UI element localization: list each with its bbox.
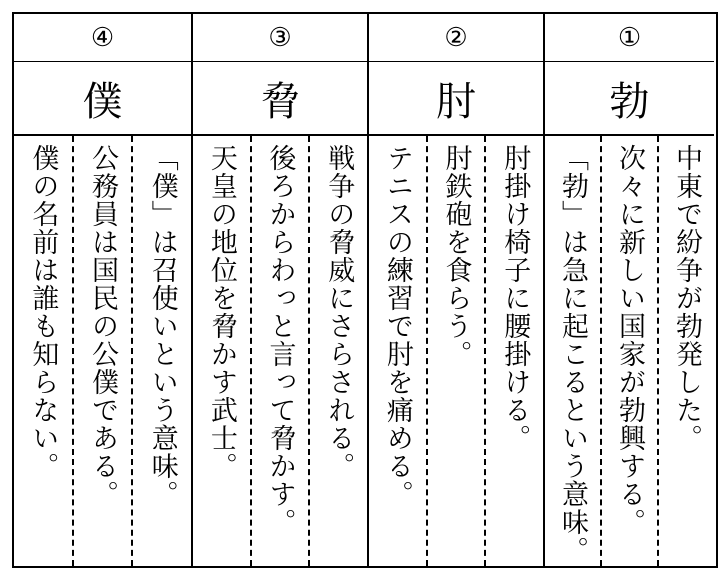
column-3 [191, 14, 367, 566]
example-sentence: 後ろからわっと言って脅かす。 [264, 144, 296, 536]
sentence-cell [428, 136, 487, 566]
example-sentence: 僕の名前は誰も知らない。 [27, 144, 59, 480]
sentence-cell [310, 136, 367, 566]
sentence-cell [252, 136, 311, 566]
example-sentence: テニスの練習で肘を痛める。 [381, 144, 413, 508]
column-number: ② [369, 14, 543, 62]
example-sentences [545, 136, 714, 566]
example-sentences [14, 136, 191, 566]
example-sentence: 天皇の地位を脅かす武士。 [205, 144, 237, 480]
sentence-cell [193, 136, 252, 566]
sentence-cell [74, 136, 134, 566]
example-sentence: 肘鉄砲を食らう。 [440, 144, 472, 368]
example-sentence: 戦争の脅威にさらされる。 [323, 144, 355, 480]
column-4 [14, 14, 191, 566]
column-2 [367, 14, 543, 566]
column-number: ④ [14, 14, 191, 62]
example-sentences [369, 136, 543, 566]
example-sentence: 公務員は国民の公僕である。 [87, 144, 119, 508]
example-sentence: 肘掛け椅子に腰掛ける。 [499, 144, 531, 452]
sentence-cell [545, 136, 602, 566]
sentence-cell [369, 136, 428, 566]
column-kanji: 僕 [14, 62, 191, 136]
sentence-cell [486, 136, 543, 566]
column-kanji: 脅 [193, 62, 367, 136]
sentence-cell [133, 136, 191, 566]
sentence-cell [14, 136, 74, 566]
column-kanji: 勃 [545, 62, 714, 136]
column-number: ① [545, 14, 714, 62]
example-sentence: 中東で紛争が勃発した。 [671, 144, 703, 452]
column-number: ③ [193, 14, 367, 62]
kanji-worksheet-table [12, 12, 718, 568]
sentence-cell [659, 136, 714, 566]
column-1 [543, 14, 714, 566]
sentence-cell [602, 136, 659, 566]
example-sentence: 「僕」は召使いという意味。 [146, 144, 178, 508]
column-kanji: 肘 [369, 62, 543, 136]
example-sentence: 次々に新しい国家が勃興する。 [614, 144, 646, 536]
example-sentence: 「勃」は急に起こるという意味。 [557, 144, 589, 564]
example-sentences [193, 136, 367, 566]
